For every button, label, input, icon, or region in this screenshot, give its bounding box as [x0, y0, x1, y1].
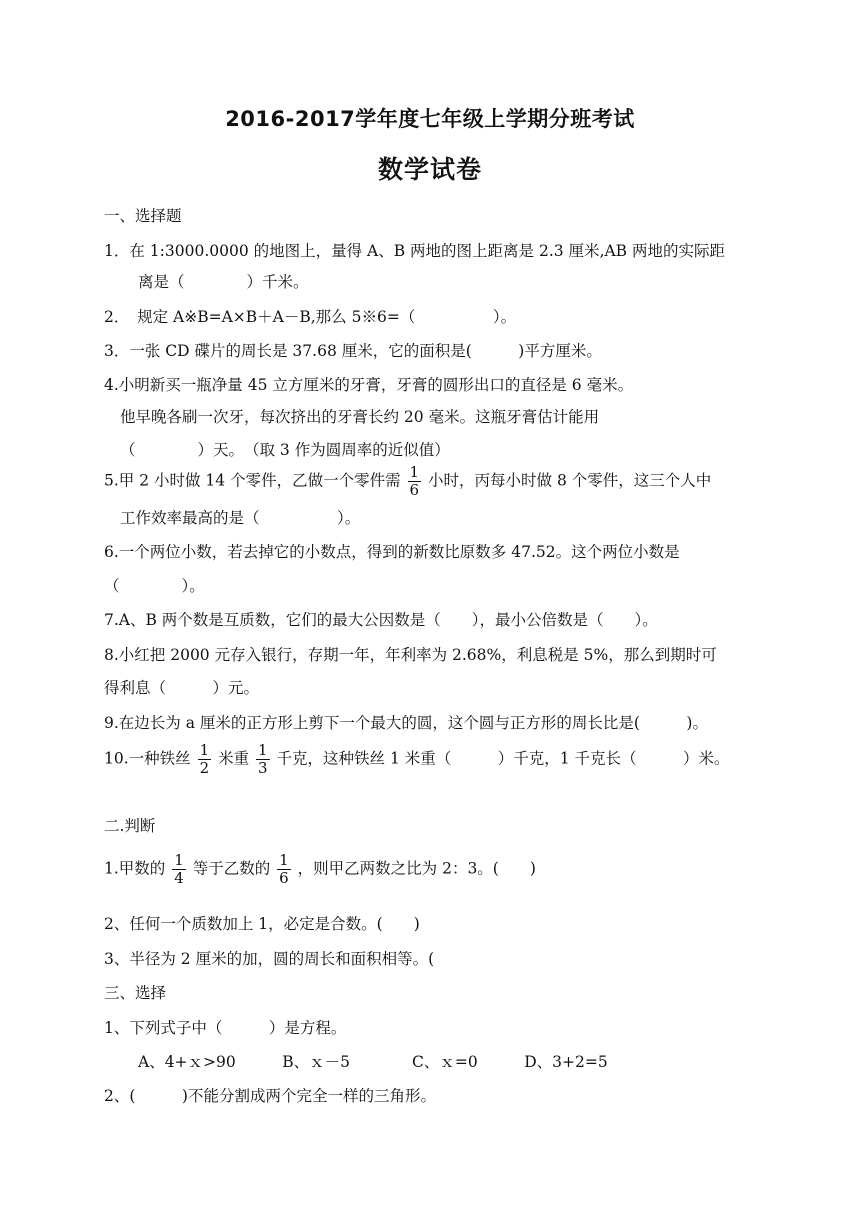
question-8-line-1: 8.小红把 2000 元存入银行，存期一年，年利率为 2.68%，利息税是 5%，那么到期时可: [104, 646, 717, 664]
question-10-text-mid: 米重: [218, 749, 250, 768]
fraction-one-quarter: [172, 852, 186, 887]
page-subtitle: 数学试卷: [377, 155, 482, 184]
fraction-one-sixth: [408, 464, 422, 499]
fraction-numerator: 1: [279, 851, 289, 869]
select-2: 2、( )不能分割成两个完全一样的三角形。: [104, 1087, 436, 1105]
question-2: 2． 规定 A※B=A×B＋A－B,那么 5※6=（ ）。: [104, 308, 517, 326]
question-6-line-2: （ ）。: [104, 577, 205, 595]
question-6-line-1: 6.一个两位小数，若去掉它的小数点，得到的新数比原数多 47.52。这个两位小数是: [104, 543, 680, 561]
question-5-line-1: [104, 464, 711, 499]
question-1-line-2: 离是（ ）千米。: [138, 273, 309, 291]
question-3: 3．一张 CD 碟片的周长是 37.68 厘米，它的面积是( )平方厘米。: [104, 342, 602, 360]
judge-2: 2、任何一个质数加上 1，必定是合数。( ): [104, 915, 420, 933]
fraction-denominator: 3: [258, 759, 268, 777]
fraction-denominator: 6: [409, 481, 420, 499]
question-8-line-2: 得利息（ ）元。: [104, 679, 260, 697]
fraction-denominator: 6: [279, 869, 289, 887]
judge-3: 3、半径为 2 厘米的加，圆的周长和面积相等。(: [104, 950, 435, 968]
question-10-text-pre: 10.一种铁丝: [104, 749, 191, 768]
section-heading-select: 三、选择: [104, 984, 167, 1002]
question-4-line-1: 4.小明新买一瓶净量 45 立方厘米的牙膏，牙膏的圆形出口的直径是 6 毫米。: [104, 376, 634, 394]
judge-1-text-pre: 1.甲数的: [104, 859, 166, 878]
question-7: 7.A、B 两个数是互质数，它们的最大公因数是（ ），最小公倍数是（ ）。: [104, 611, 658, 629]
fraction-denominator: 2: [199, 759, 210, 777]
page-title: 2016-2017学年度七年级上学期分班考试: [225, 107, 635, 131]
select-1: 1、下列式子中（ ）是方程。: [104, 1019, 347, 1037]
fraction-numerator: 1: [174, 851, 184, 869]
fraction-one-sixth-b: [277, 852, 291, 887]
question-5-text-post: 小时，丙每小时做 8 个零件，这三个人中: [428, 471, 712, 490]
judge-1: [104, 852, 536, 887]
section-heading-judge: 二.判断: [104, 817, 156, 835]
fraction-numerator: 1: [409, 463, 420, 481]
question-4-line-3: （ ）天。 （取 3 作为圆周率的近似值）: [120, 441, 450, 459]
question-5-text-pre: 5.甲 2 小时做 14 个零件，乙做一个零件需: [104, 471, 401, 490]
judge-1-text-post: ，则甲乙两数之比为 2：3。( ): [297, 859, 536, 878]
question-9: 9.在边长为 a 厘米的正方形上剪下一个最大的圆，这个圆与正方形的周长比是( )。: [104, 714, 708, 732]
fraction-numerator: 1: [258, 741, 268, 759]
question-10: [104, 742, 730, 777]
question-5-line-2: 工作效率最高的是（ ）。: [120, 509, 361, 527]
question-1-line-1: 1．在 1:3000.0000 的地图上，量得 A、B 两地的图上距离是 2.3 厘米,AB 两地的实际距: [104, 242, 726, 260]
fraction-one-half: [198, 742, 212, 777]
judge-1-text-mid: 等于乙数的: [192, 859, 271, 878]
question-4-line-2: 他早晚各刷一次牙，每次挤出的牙膏长约 20 毫米。这瓶牙膏估计能用: [120, 408, 600, 426]
fraction-numerator: 1: [199, 741, 210, 759]
fraction-denominator: 4: [174, 869, 184, 887]
fraction-one-third: [256, 742, 270, 777]
section-heading-choice: 一、选择题: [104, 207, 182, 225]
question-10-text-post: 千克，这种铁丝 1 米重（ ）千克，1 千克长（ ）米。: [276, 749, 730, 768]
select-1-options: A、4+ｘ>90 B、ｘ－5 C、ｘ=0 D、3+2=5: [138, 1053, 608, 1071]
